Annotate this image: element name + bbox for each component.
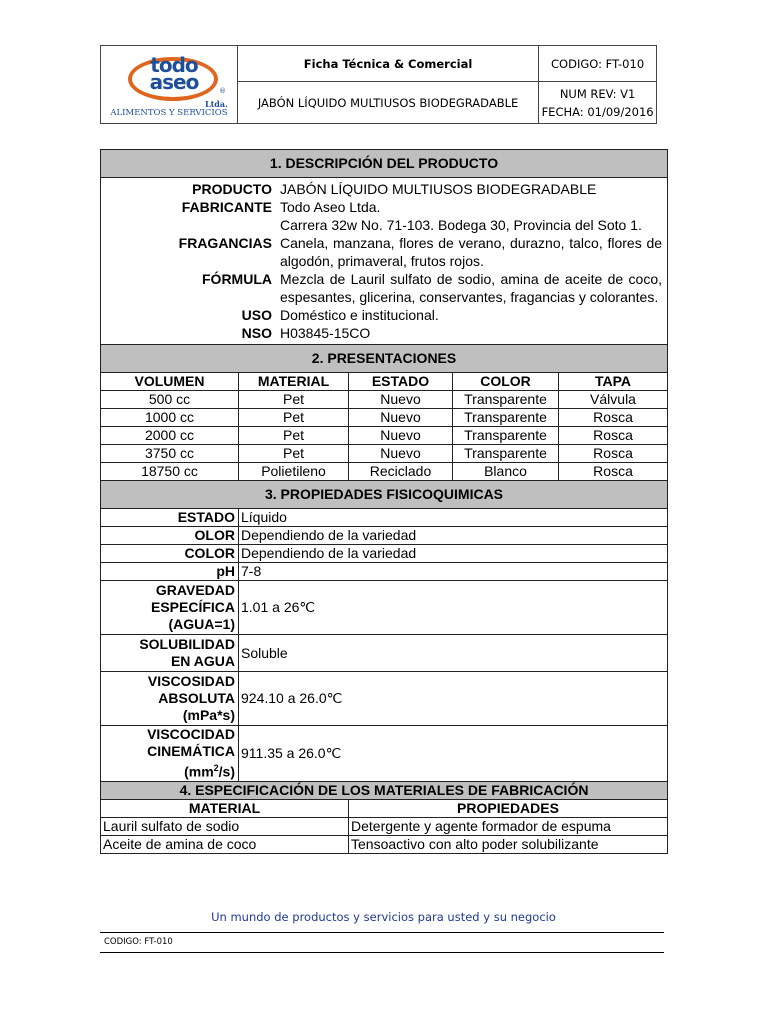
label-gravedad (101, 581, 239, 635)
table-row (101, 817, 668, 835)
column-header: MATERIAL (239, 373, 349, 391)
value-fragancias: Canela, manzana, flores de verano, durazno, talco, flores de algodón, primaveral, frutos rojos. (280, 235, 663, 269)
label-viscosidad-absoluta (101, 672, 239, 726)
table-cell: Tensoactivo con alto poder solubilizante (349, 835, 668, 853)
table-row (101, 445, 668, 463)
value-producto: JABÓN LÍQUIDO MULTIUSOS BIODEGRADABLE (280, 181, 597, 197)
table-cell: Pet (239, 427, 349, 445)
value-estado: Líquido (239, 509, 668, 527)
label-producto: PRODUCTO (192, 181, 272, 197)
label-fragancias: FRAGANCIAS (178, 235, 272, 251)
table-cell: Rosca (559, 409, 668, 427)
footer-code: CODIGO: FT-010 (104, 937, 173, 947)
value-nso: H03845-15CO (280, 325, 371, 341)
label-nso: NSO (241, 325, 272, 341)
label-line: EN AGUA (170, 653, 235, 669)
table-cell: 18750 cc (101, 463, 239, 481)
table-cell: Detergente y agente formador de espuma (349, 817, 668, 835)
fabricante-name: Todo Aseo Ltda. (280, 199, 381, 215)
label-solubilidad (101, 635, 239, 672)
revision-info (539, 82, 657, 124)
value-solubilidad: Soluble (239, 635, 668, 672)
table-row (101, 391, 668, 409)
table-cell: Blanco (453, 463, 559, 481)
description-list (101, 180, 667, 342)
table-cell: 500 cc (101, 391, 239, 409)
table-cell: Rosca (559, 427, 668, 445)
label-line: CINEMÁTICA (147, 743, 235, 759)
logo-brand-line1: todo (150, 52, 198, 77)
footer-slogan: Un mundo de productos y servicios para usted y su negocio (211, 910, 556, 924)
section-title-materials: 4. ESPECIFICACIÓN DE LOS MATERIALES DE FABRICACIÓN (101, 781, 668, 799)
table-cell: Nuevo (349, 391, 453, 409)
todo-aseo-logo (109, 51, 229, 119)
logo-ltda: Ltda. (204, 98, 228, 109)
table-cell: Nuevo (349, 445, 453, 463)
table-cell: Válvula (559, 391, 668, 409)
section-title-presentations: 2. PRESENTACIONES (101, 345, 668, 373)
revision-number: NUM REV: V1 (559, 86, 636, 101)
value-formula: Mezcla de Lauril sulfato de sodio, amina de aceite de coco, espesantes, glicerina, conservantes, fragancias y colorantes. (280, 271, 663, 305)
fabricante-address: Carrera 32w No. 71-103. Bodega 30, Provincia del Soto 1. (280, 217, 642, 233)
value-viscosidad-absoluta: 924.10 a 26.0℃ (239, 672, 668, 726)
table-cell: 3750 cc (101, 445, 239, 463)
value-viscocidad-cinematica: 911.35 a 26.0℃ (239, 726, 668, 782)
table-cell: Rosca (559, 445, 668, 463)
value-olor: Dependiendo de la variedad (239, 527, 668, 545)
table-cell: Pet (239, 391, 349, 409)
label-line: (mPa*s) (182, 707, 235, 723)
label-line: VISCOSIDAD (147, 673, 235, 689)
column-header: MATERIAL (101, 799, 349, 817)
footer-divider (100, 932, 664, 933)
document-header (100, 45, 657, 124)
unit-superscript: 2 (213, 763, 219, 773)
label-line: SOLUBILIDAD (139, 636, 235, 652)
section-title-description: 1. DESCRIPCIÓN DEL PRODUCTO (101, 150, 668, 178)
logo-brand (131, 52, 217, 94)
table-row (101, 835, 668, 853)
label-estado: ESTADO (101, 509, 239, 527)
footer-divider (100, 952, 664, 953)
label-color: COLOR (101, 545, 239, 563)
logo-subtitle: ALIMENTOS Y SERVICIOS (110, 107, 228, 118)
label-line: ESPECÍFICA (150, 599, 235, 615)
label-fabricante: FABRICANTE (181, 199, 272, 215)
table-cell: Nuevo (349, 427, 453, 445)
revision-date: FECHA: 01/09/2016 (541, 104, 654, 119)
table-cell: 1000 cc (101, 409, 239, 427)
value-uso: Doméstico e institucional. (280, 307, 439, 323)
logo-registered: ® (218, 86, 226, 95)
label-line: ABSOLUTA (158, 690, 235, 706)
label-line: (AGUA=1) (168, 616, 235, 632)
table-cell: Transparente (453, 427, 559, 445)
column-header: ESTADO (349, 373, 453, 391)
unit-text: (mm (184, 763, 214, 780)
unit-text: /s) (218, 763, 235, 780)
column-header: VOLUMEN (101, 373, 239, 391)
label-line: VISCOCIDAD (147, 726, 235, 742)
value-fabricante (279, 198, 667, 234)
logo-cell (101, 46, 238, 124)
label-line: GRAVEDAD (155, 582, 235, 598)
product-subtitle: JABÓN LÍQUIDO MULTIUSOS BIODEGRADABLE (237, 82, 538, 124)
document-title: Ficha Técnica & Comercial (237, 46, 538, 82)
table-cell: 2000 cc (101, 427, 239, 445)
logo-brand-line2: aseo (149, 69, 199, 94)
column-header: TAPA (559, 373, 668, 391)
product-spec-table (100, 149, 668, 854)
table-cell: Rosca (559, 463, 668, 481)
table-cell: Lauril sulfato de sodio (101, 817, 349, 835)
label-line (103, 760, 235, 781)
table-row (101, 427, 668, 445)
label-ph: pH (101, 563, 239, 581)
document-code: CODIGO: FT-010 (539, 46, 657, 82)
table-cell: Aceite de amina de coco (101, 835, 349, 853)
value-gravedad: 1.01 a 26℃ (239, 581, 668, 635)
value-color: Dependiendo de la variedad (239, 545, 668, 563)
table-row (101, 463, 668, 481)
value-ph: 7-8 (239, 563, 668, 581)
column-header: COLOR (453, 373, 559, 391)
table-cell: Nuevo (349, 409, 453, 427)
table-row (101, 409, 668, 427)
table-cell: Pet (239, 445, 349, 463)
table-cell: Transparente (453, 391, 559, 409)
table-cell: Polietileno (239, 463, 349, 481)
label-uso: USO (241, 307, 272, 323)
product-description (101, 178, 668, 345)
column-header: PROPIEDADES (349, 799, 668, 817)
table-cell: Reciclado (349, 463, 453, 481)
section-title-properties: 3. PROPIEDADES FISICOQUIMICAS (101, 481, 668, 509)
table-cell: Pet (239, 409, 349, 427)
label-olor: OLOR (101, 527, 239, 545)
table-cell: Transparente (453, 445, 559, 463)
label-formula: FÓRMULA (202, 271, 272, 287)
label-viscocidad-cinematica (101, 726, 239, 782)
table-cell: Transparente (453, 409, 559, 427)
